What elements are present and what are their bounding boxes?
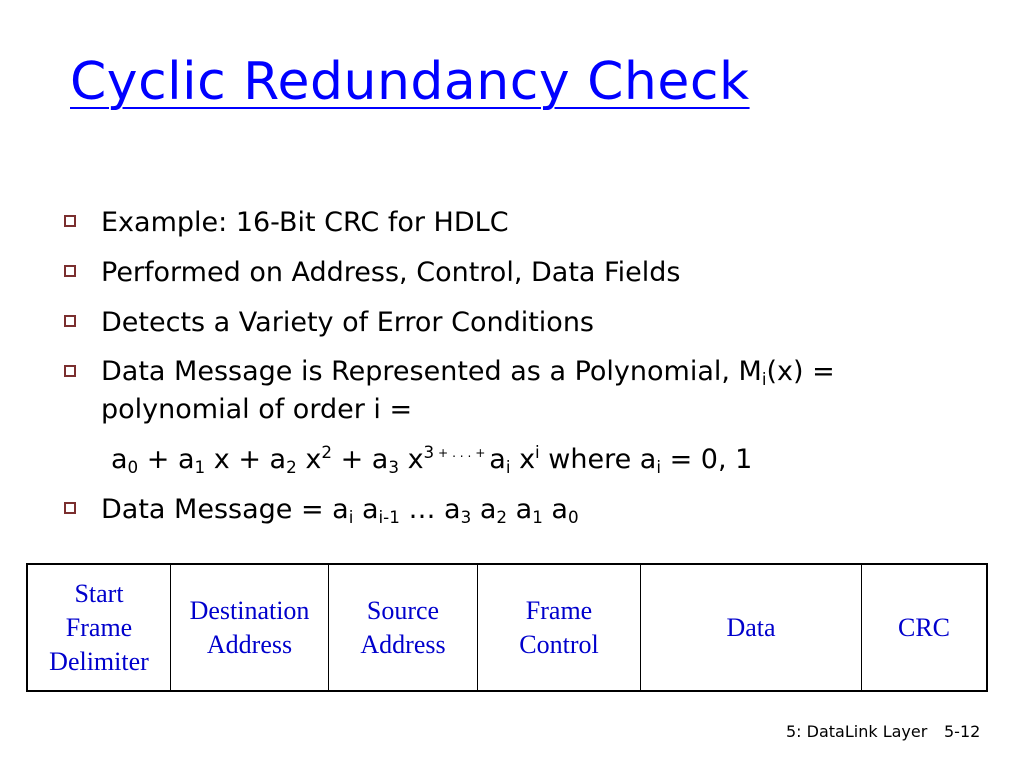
square-bullet-icon xyxy=(64,365,76,377)
bullet-list xyxy=(64,203,984,540)
bullet-text: Data Message = $a_i$ $a_{i-1}$ … $a_3$ $a_2$ $a_1$ $a_0$ xyxy=(101,493,579,527)
bullet-text: Detects a Variety of Error Conditions xyxy=(101,307,595,338)
square-bullet-icon xyxy=(64,502,76,514)
frame-field-start-delimiter: Start Frame Delimiter xyxy=(28,565,171,690)
frame-field-source-address: Source Address xyxy=(329,565,478,690)
bullet-item xyxy=(64,353,984,429)
square-bullet-icon xyxy=(64,215,76,227)
bullet-item xyxy=(64,253,984,293)
frame-field-frame-control: Frame Control xyxy=(478,565,641,690)
bullet-text: Data Message is Represented as a Polynomial, $M_i(x)$ = polynomial of order i = xyxy=(101,356,835,425)
footer-page-number: 5-12 xyxy=(944,722,981,741)
square-bullet-icon xyxy=(64,315,76,327)
frame-field-data: Data xyxy=(641,565,862,690)
bullet-text: Performed on Address, Control, Data Fields xyxy=(101,257,681,288)
polynomial-formula: $a_0 + a_1$ $x + a_2$ $x^2 + a_3$ $x^3$ + . . . + $a_i$ $x^i$ where $a_i = 0$, 1 xyxy=(111,441,753,477)
slide-title: Cyclic Redundancy Check xyxy=(70,52,750,112)
bullet-item xyxy=(64,303,984,343)
frame-field-destination-address: Destination Address xyxy=(171,565,329,690)
bullet-item xyxy=(64,203,984,243)
bullet-text: Example: 16-Bit CRC for HDLC xyxy=(101,207,509,238)
bullet-item xyxy=(64,490,984,530)
hdlc-frame-table xyxy=(26,563,988,692)
footer-section-label: 5: DataLink Layer xyxy=(786,722,928,741)
frame-field-crc: CRC xyxy=(897,612,951,642)
square-bullet-icon xyxy=(64,265,76,277)
